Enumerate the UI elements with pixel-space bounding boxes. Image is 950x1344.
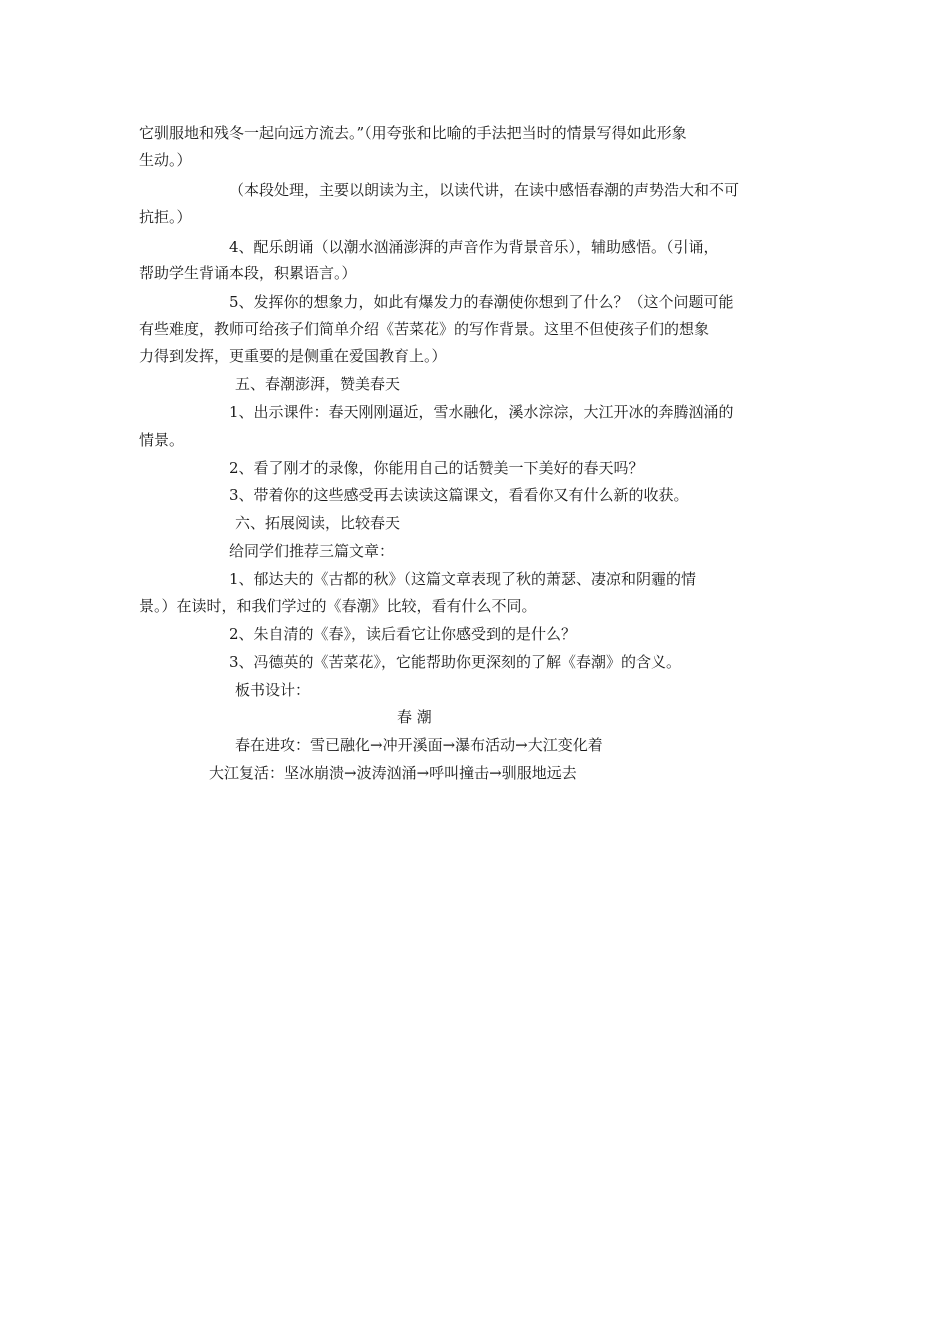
text-line: 3、冯德英的《苦菜花》，它能帮助你更深刻的了解《春潮》的含义。 <box>229 653 682 671</box>
text-line: 景。）在读时，和我们学过的《春潮》比较，看有什么不同。 <box>139 597 537 615</box>
text-line: 2、朱自清的《春》，读后看它让你感受到的是什么？ <box>229 625 577 643</box>
text-line: 抗拒。） <box>139 208 192 226</box>
board-line: 大江复活：坚冰崩溃→波涛汹涌→呼叫撞击→驯服地远去 <box>209 764 577 782</box>
text-line: 5、发挥你的想象力，如此有爆发力的春潮使你想到了什么？（这个问题可能 <box>229 293 734 311</box>
section-heading: 六、拓展阅读，比较春天 <box>235 514 401 532</box>
text-line: 力得到发挥，更重要的是侧重在爱国教育上。） <box>139 347 447 365</box>
text-line: 1、出示课件：春天刚刚逼近，雪水融化，溪水淙淙，大江开冰的奔腾汹涌的 <box>229 403 734 421</box>
text-line: 给同学们推荐三篇文章： <box>229 542 395 560</box>
text-line: 3、带着你的这些感受再去读读这篇课文，看看你又有什么新的收获。 <box>229 486 689 504</box>
text-line: 2、看了刚才的录像，你能用自己的话赞美一下美好的春天吗？ <box>229 459 644 477</box>
board-design-label: 板书设计： <box>235 681 311 699</box>
text-line: 帮助学生背诵本段，积累语言。） <box>139 264 357 282</box>
text-line: 情景。 <box>139 431 185 449</box>
board-title: 春 潮 <box>397 708 432 726</box>
text-line: 4、配乐朗诵（以潮水汹涌澎湃的声音作为背景音乐），辅助感悟。（引诵， <box>229 238 719 256</box>
text-line: （本段处理，主要以朗读为主，以读代讲，在读中感悟春潮的声势浩大和不可 <box>229 181 740 199</box>
text-line: 生动。） <box>139 151 192 169</box>
text-line: 它驯服地和残冬一起向远方流去。”（用夸张和比喻的手法把当时的情景写得如此形象 <box>139 124 687 142</box>
text-line: 有些难度，教师可给孩子们简单介绍《苦菜花》的写作背景。这里不但使孩子们的想象 <box>139 320 710 338</box>
section-heading: 五、春潮澎湃，赞美春天 <box>235 375 401 393</box>
board-line: 春在进攻：雪已融化→冲开溪面→瀑布活动→大江变化着 <box>235 736 603 754</box>
text-line: 1、郁达夫的《古都的秋》（这篇文章表现了秋的萧瑟、凄凉和阴霾的情 <box>229 570 697 588</box>
